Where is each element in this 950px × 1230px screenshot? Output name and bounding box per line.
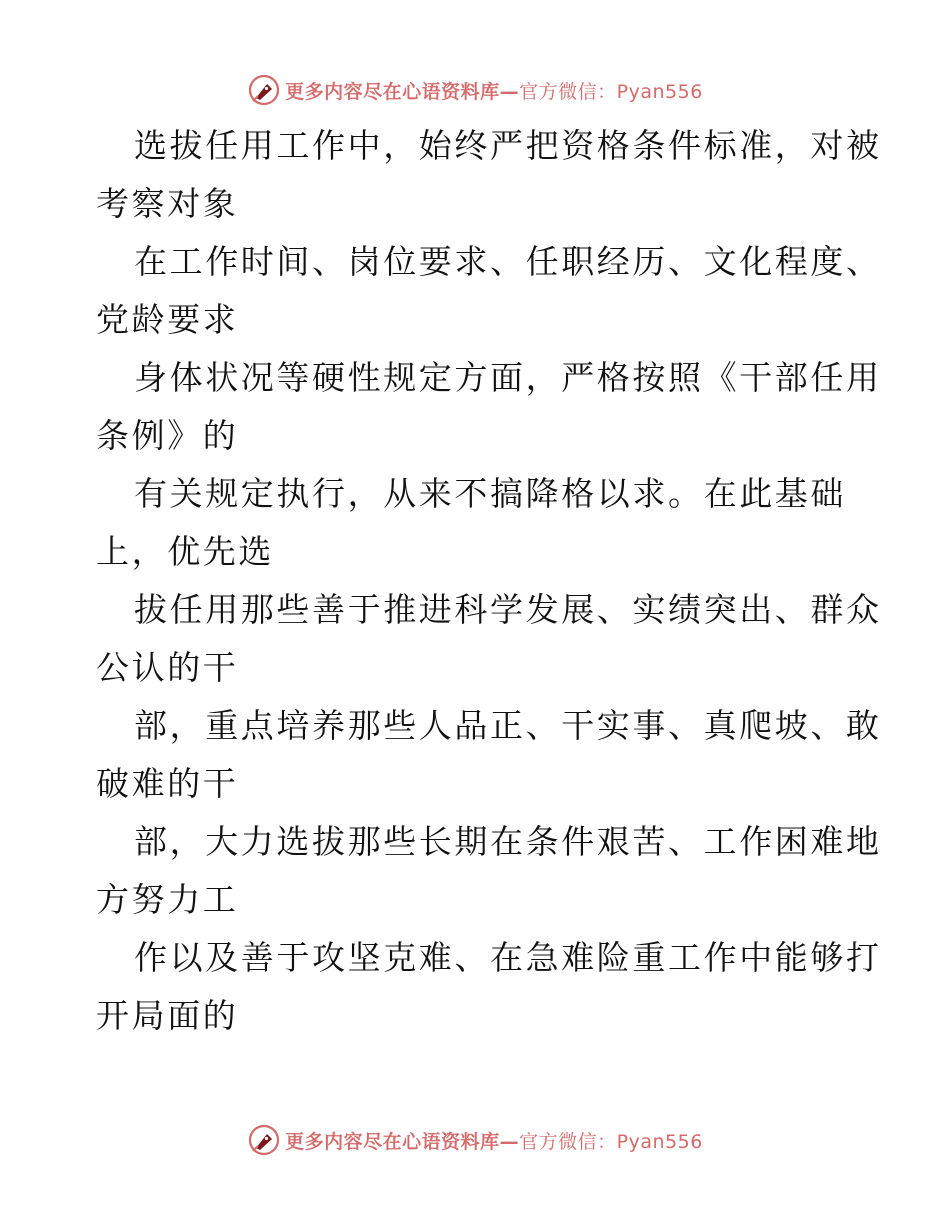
text-line: 部，大力选拔那些长期在条件艰苦、工作困难地 (134, 822, 882, 861)
header-banner (0, 70, 950, 110)
text-line: 公认的干 (96, 648, 239, 687)
banner-main-text: 更多内容尽在心语资料库— (285, 80, 520, 103)
text-line: 拔任用那些善于推进科学发展、实绩突出、群众 (134, 590, 882, 629)
text-line: 考察对象 (96, 184, 239, 223)
banner-main-text: 更多内容尽在心语资料库— (285, 1130, 520, 1153)
banner-wechat-text: 官方微信：Pyan556 (519, 1130, 703, 1153)
text-line: 作以及善于攻坚克难、在急难险重工作中能够打 (134, 938, 882, 977)
text-line: 在工作时间、岗位要求、任职经历、文化程度、 (134, 242, 882, 281)
text-line: 身体状况等硬性规定方面，严格按照《干部任用 (134, 358, 882, 397)
text-line: 破难的干 (96, 764, 239, 803)
text-line: 开局面的 (96, 996, 239, 1035)
pen-nib-logo-icon (247, 1123, 281, 1157)
document-body (96, 117, 882, 1045)
text-line: 有关规定执行，从来不搞降格以求。在此基础 (134, 474, 846, 513)
banner-text (285, 1127, 703, 1154)
text-line: 选拔任用工作中，始终严把资格条件标准，对被 (134, 126, 882, 165)
text-line: 上，优先选 (96, 532, 274, 571)
banner-wechat-text: 官方微信：Pyan556 (519, 80, 703, 103)
text-line: 部，重点培养那些人品正、干实事、真爬坡、敢 (134, 706, 882, 745)
text-line: 方努力工 (96, 880, 239, 919)
footer-banner (0, 1120, 950, 1160)
text-line: 党龄要求 (96, 300, 239, 339)
banner-text (285, 77, 703, 104)
pen-nib-logo-icon (247, 73, 281, 107)
text-line: 条例》的 (96, 416, 239, 455)
